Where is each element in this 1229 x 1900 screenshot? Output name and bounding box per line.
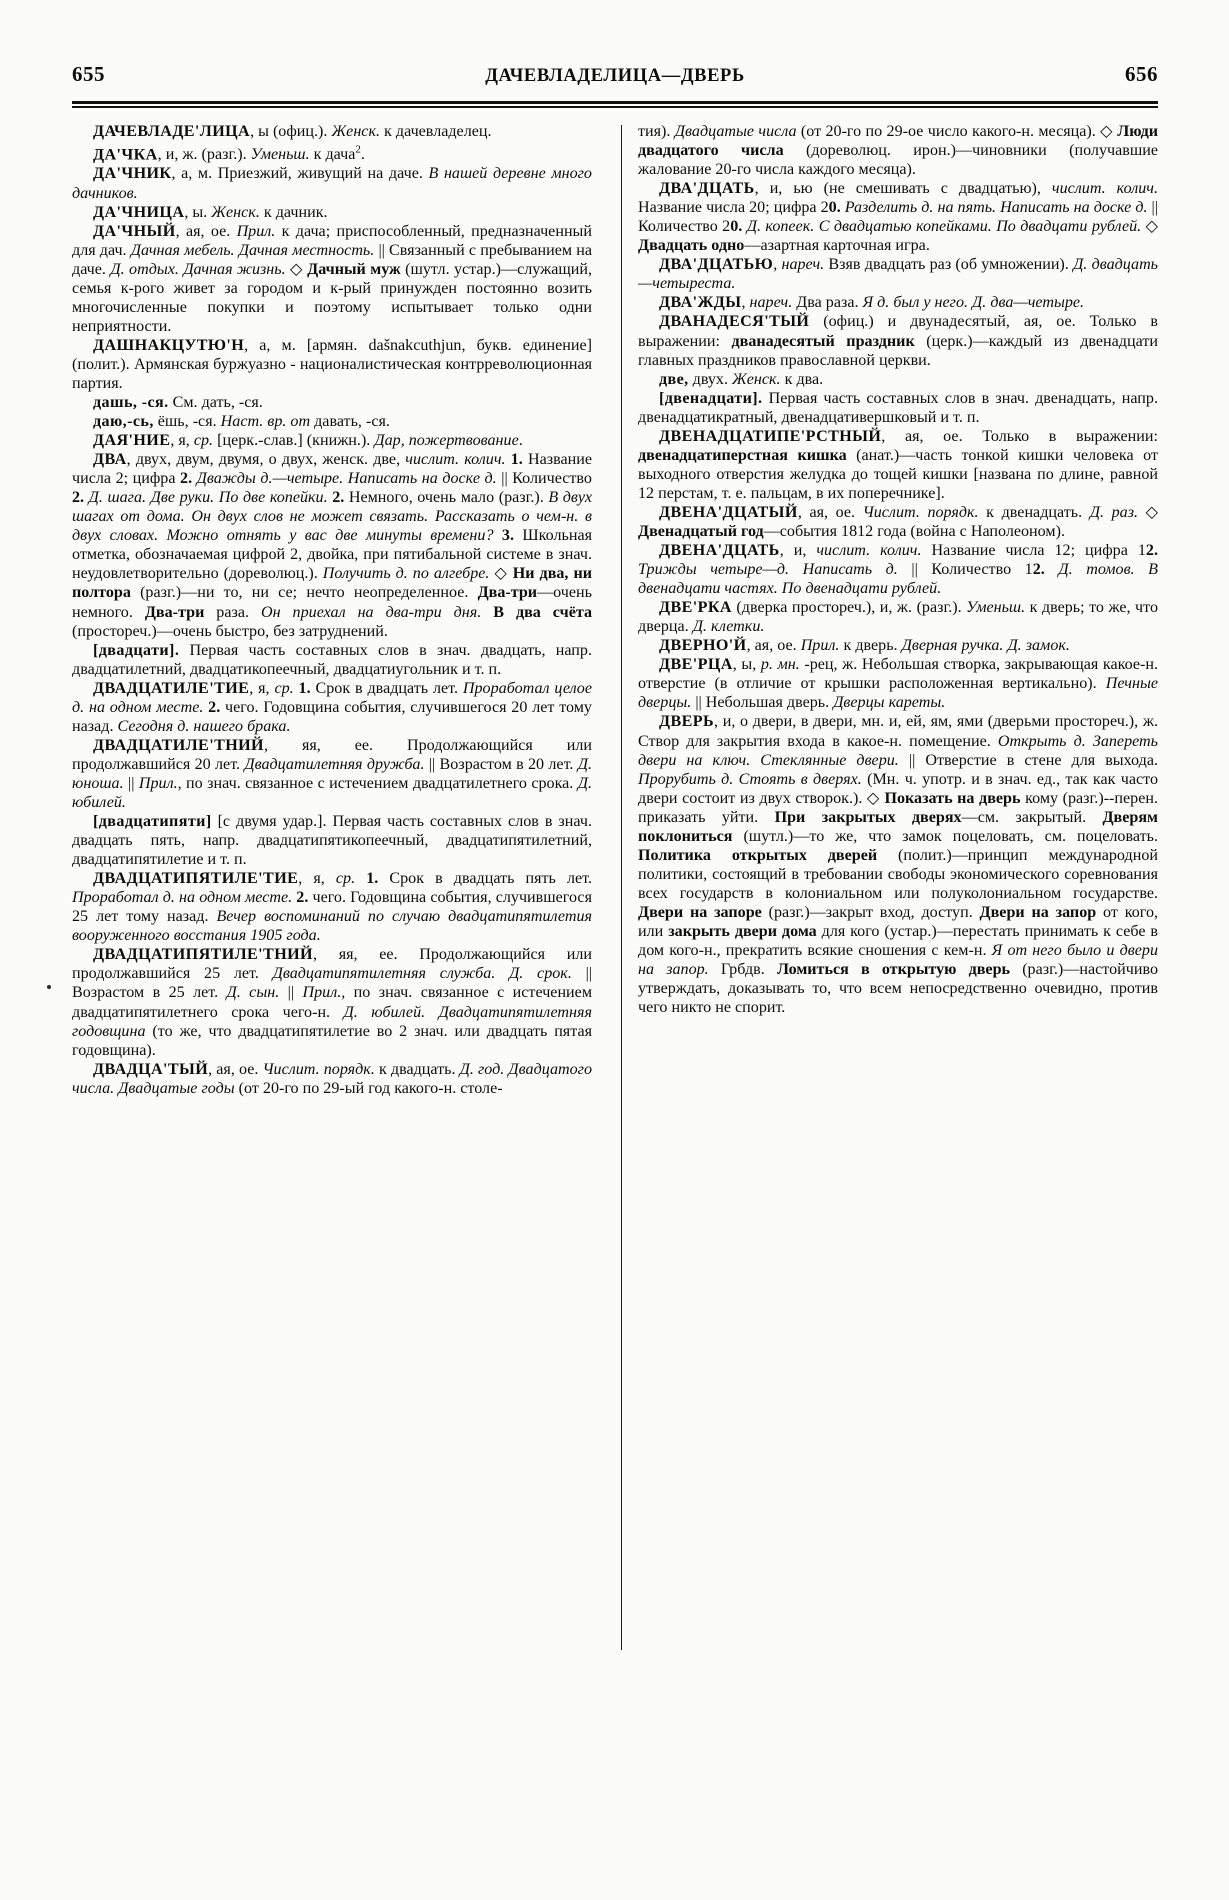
dictionary-entry (72, 736, 592, 812)
entry-headword: ДВЕНА'ДЦАТЬ (659, 542, 780, 560)
entry-definition: , ая, ое. Числит. порядк. к двенадцать. Д. раз. ◇ Двенадцатый год—события 1812 года (война с Наполеоном). (638, 503, 1159, 540)
running-title: ДАЧЕВЛАДЕЛИЦА—ДВЕРЬ (485, 66, 745, 86)
dictionary-entry (638, 370, 1158, 389)
entry-definition: , яя, ее. Продолжающийся или продолжавшийся 25 лет. Двадцатипятилетняя служба. Д. срок. || Возрастом в 25 лет. Д. сын. || Прил., по знач. связанное с истечением двадцатипятилетнего срока чего-н. Д. юбилей. Двадцатипятилетняя годовщина (то же, что двадцатипятилетие во 2 знач. или двадцать пятая годовщина). (72, 946, 593, 1059)
entry-definition: , двух, двум, двумя, о двух, женск. две, числит. колич. 1. Название числа 2; цифра 2. Дважды д.—четыре. Написать на доске д. || Количество 2. Д. шага. Две руки. По две копейки. 2. Немного, очень мало (разг.). В двух шагах от дома. Он двух слов не может связать. Рассказать о чем-н. в двух словах. Можно отнять у вас две минуты времени? 3. Школьная отметка, обозначаемая цифрой 2, двойка, при пятибальной системе в знач. неудовлетворительно (дореволюц.). Получить д. по алгебре. ◇ Ни два, ни полтора (разг.)—ни то, ни се; нечто неопределенное. Два-три—очень немного. Два-три раза. Он приехал на два-три дня. В два счёта (простореч.)—очень быстро, без затруднений. (72, 451, 593, 640)
dictionary-entry (638, 427, 1158, 503)
entry-definition: (дверка простореч.), и, ж. (разг.). Уменьш. к дверь; то же, что дверца. Д. клетки. (638, 599, 1158, 636)
entry-headword: ДА'ЧКА (93, 146, 158, 164)
dictionary-entry (638, 541, 1158, 598)
entry-headword: ДВА (93, 451, 127, 469)
dictionary-entry (72, 164, 592, 202)
entry-headword: ДВАДЦАТИЛЕ'ТИЕ (93, 679, 250, 697)
entry-definition: , и, о двери, в двери, мн. и, ей, ям, ями (дверьми простореч.), ж. Створ для закрытия входа в какое-н. помещение. Открыть д. Запереть двери на ключ. Стеклянные двери. || Отверстие в стене для выхода. Прорубить д. Стоять в дверях. (Мн. ч. употр. и в знач. ед., так как часто двери состоит из двух створок.). ◇ Показать на дверь кому (разг.)--перен. приказать уйти. При закрытых дверях—см. закрытый. Дверям поклониться (шутл.)—то же, что замок поцеловать, см. поцеловать. Политика открытых дверей (полит.)—принцип международной политики, состоящий в требовании свободы экономического соревнования всех государств в колониальном или полуколониальном государстве. Двери на запоре (разг.)—закрыт вход, доступ. Двери на запор от кого, или закрыть двери дома для кого (устар.)—перестать принимать к себе в дом кого-н., прекратить всякие сношения с кем-н. Я от него было и двери на запор. Грбдв. Ломиться в открытую дверь (разг.)—настойчиво утверждать, доказывать то, что всем непосредственно очевидно, против чего никто не спорит. (638, 713, 1159, 1017)
dictionary-entry (638, 636, 1158, 655)
dictionary-entry (638, 598, 1158, 636)
entry-definition: , яя, ее. Продолжающийся или продолжавшийся 20 лет. Двадцатилетняя дружба. || Возрастом в 20 лет. Д. юноша. || Прил., по знач. связанное с истечением двадцатилетнего срока. Д. юбилей. (72, 736, 592, 811)
scan-artifact-dot (47, 985, 51, 989)
entry-headword: ДА'ЧНИЦА (93, 203, 185, 221)
dictionary-entry (638, 293, 1158, 312)
dictionary-entry (72, 431, 592, 450)
entry-definition: , и, ж. (разг.). Уменьш. к дача$^2$. (157, 144, 365, 164)
entry-definition: , ая, ое. Только в выражении: двенадцатиперстная кишка (анат.)—часть тонкой кишки человека от выходного отверстия желудка до тощей кишки [названа по длине, равной 12 перстам, т. е. пальцам, в их поперечнике]. (638, 427, 1158, 502)
dictionary-entry (638, 712, 1158, 1017)
dictionary-entry (72, 945, 592, 1059)
entry-definition: [с двумя удар.]. Первая часть составных слов в знач. двадцать пять, напр. двадцатипятикопеечный, двадцатипятилетний, двадцатипятилетие и т. п. (72, 813, 592, 869)
entry-definition: тия). Двадцатые числа (от 20-го по 29-ое число какого-н. месяца). ◇ Люди двадцатого числа (дореволюц. ирон.)—чиновники (получавшие жалование 20-го числа каждого месяца). (638, 123, 1158, 179)
entry-headword: [двадцатипяти] (93, 813, 212, 831)
entry-definition: , я, ср. [церк.-слав.] (книжн.). Дар, пожертвование. (170, 432, 523, 450)
entry-definition: , нареч. Два раза. Я д. был у него. Д. два—четыре. (741, 294, 1085, 312)
two-column-body (72, 122, 1158, 1802)
entry-definition: , а, м. [армян. dašnakcuthjun, букв. единение] (полит.). Армянская буржуазно - националистическая контрреволюционная партия. (72, 336, 592, 392)
entry-definition: Первая часть составных слов в знач. двадцать, напр. двадцатилетний, двадцатикопеечный, двадцатиугольник и т. п. (72, 641, 592, 678)
entry-definition: , нареч. Взяв двадцать раз (об умножении). Д. двадцать—четыреста. (638, 256, 1159, 293)
rule-thin (72, 106, 1158, 108)
dictionary-entry (72, 450, 592, 640)
entry-definition: , и, ью (не смешивать с двадцатью), числит. колич. Название числа 20; цифра 20. Разделить д. на пять. Написать на доске д. || Количество 20. Д. копеек. С двадцатью копейками. По двадцати рублей. ◇ Двадцать одно—азартная карточная игра. (638, 180, 1159, 255)
entry-definition: См. дать, -ся. (168, 394, 263, 412)
dictionary-entry (72, 141, 592, 164)
dictionary-entry (72, 203, 592, 222)
entry-headword: ДВЕНАДЦАТИПЕ'РСТНЫЙ (659, 427, 882, 445)
entry-headword: ДАШНАКЦУТЮ'Н (93, 336, 245, 354)
entry-headword: ДВАНАДЕСЯ'ТЫЙ (659, 313, 810, 331)
entry-headword: ДВЕ'РЦА (659, 656, 733, 674)
right-column (638, 122, 1158, 1802)
header-rule (72, 101, 1158, 108)
entry-headword: даю,-сь, (93, 413, 154, 431)
dictionary-entry (638, 122, 1158, 179)
entry-definition: , ы (офиц.). Женск. к дачевладелец. (250, 123, 492, 140)
entry-headword: ДВА'ДЦАТЬЮ (659, 256, 774, 274)
entry-headword: две, (659, 370, 689, 388)
entry-definition: (офиц.) и двунадесятый, ая, ое. Только в выражении: дванадесятый праздник (церк.)—каждый из двенадцати главных праздников православной церкви. (638, 313, 1158, 369)
dictionary-entry (638, 503, 1158, 541)
entry-headword: ДА'ЧНЫЙ (93, 222, 176, 240)
entry-headword: ДВАДЦАТИЛЕ'ТНИЙ (93, 736, 264, 754)
entry-headword: ДВАДЦА'ТЫЙ (93, 1060, 209, 1078)
entry-headword: ДВА'ЖДЫ (659, 294, 742, 312)
dictionary-entry (72, 679, 592, 736)
entry-definition: , ая, ое. Числит. порядк. к двадцать. Д. год. Двадцатого числа. Двадцатые годы (от 20-го по 29-ый год какого-н. столе- (72, 1060, 592, 1097)
dictionary-entry (638, 389, 1158, 427)
entry-definition: , а, м. Приезжий, живущий на даче. В нашей деревне много дачников. (72, 165, 592, 202)
page-header (72, 62, 1158, 96)
entry-headword: [двадцати]. (93, 641, 180, 659)
dictionary-entry (72, 869, 592, 945)
dictionary-entry (72, 393, 592, 412)
entry-headword: дашь, -ся. (93, 394, 169, 412)
dictionary-entry (72, 641, 592, 679)
entry-headword: ДАЯ'НИЕ (93, 432, 171, 450)
dictionary-entry (72, 222, 592, 336)
entry-definition: , я, ср. 1. Срок в двадцать пять лет. Проработал д. на одном месте. 2. чего. Годовщина события, случившегося 25 лет тому назад. Вечер воспоминаний по случаю двадцатипятилетия вооруженного восстания 1905 года. (72, 870, 593, 945)
left-column (72, 122, 605, 1802)
entry-definition: , ы. Женск. к дачник. (184, 203, 328, 221)
dictionary-entry (72, 122, 592, 141)
entry-headword: ДВАДЦАТИПЯТИЛЕ'ТНИЙ (93, 946, 313, 964)
entry-definition: , ы, р. мн. -рец, ж. Небольшая створка, закрывающая какое-н. отверстие (в отличие от крышки расположенная вертикально). Печные дверцы. || Небольшая дверь. Дверцы кареты. (638, 656, 1158, 712)
entry-headword: ДВАДЦАТИПЯТИЛЕ'ТИЕ (93, 870, 299, 888)
entry-definition: , ая, ое. Прил. к дача; приспособленный, предназначенный для дач. Дачная мебель. Дачная местность. || Связанный с пребыванием на даче. Д. отдых. Дачная жизнь. ◇ Дачный муж (шутл. устар.)—служащий, семья к-рого живет за городом и к-рый принужден постоянно возить многочисленные покупки и поэтому испытывает только одни неприятности. (72, 222, 592, 335)
dictionary-entry (638, 179, 1158, 255)
superscript: 2 (355, 144, 361, 157)
dictionary-entry (72, 412, 592, 431)
entry-headword: ДВА'ДЦАТЬ (659, 180, 755, 198)
entry-definition: двух. Женск. к два. (688, 370, 824, 388)
dictionary-entry (72, 1060, 592, 1098)
entry-definition: , ая, ое. Прил. к дверь. Дверная ручка. Д. замок. (746, 637, 1070, 655)
entry-definition: ёшь, -ся. Наст. вр. от давать, -ся. (153, 413, 390, 431)
entry-headword: ДВЕ'РКА (659, 599, 732, 617)
dictionary-entry (638, 255, 1158, 293)
dictionary-entry (72, 812, 592, 869)
dictionary-entry (638, 312, 1158, 369)
entry-definition: Первая часть составных слов в знач. двенадцать, напр. двенадцатикратный, двенадцативершковый и т. п. (638, 389, 1158, 426)
entry-headword: ДВЕРЬ (659, 713, 715, 731)
folio-left: 655 (72, 62, 105, 86)
entry-headword: [двенадцати]. (659, 389, 763, 407)
entry-headword: ДАЧЕВЛАДЕ'ЛИЦА (93, 123, 251, 140)
entry-definition: , я, ср. 1. Срок в двадцать лет. Проработал целое д. на одном месте. 2. чего. Годовщина события, случившегося 20 лет тому назад. Сегодня д. нашего брака. (72, 679, 592, 735)
entry-headword: ДВЕНА'ДЦАТЫЙ (659, 503, 798, 521)
dictionary-entry (638, 655, 1158, 712)
column-divider (621, 125, 622, 1650)
entry-definition: , и, числит. колич. Название числа 12; цифра 12. Трижды четыре—д. Написать д. || Количество 12. Д. томов. В двенадцати частях. По двенадцати рублей. (638, 542, 1158, 598)
dictionary-entry (72, 336, 592, 393)
entry-headword: ДВЕРНО'Й (659, 637, 747, 655)
folio-right: 656 (1125, 62, 1158, 86)
entry-headword: ДА'ЧНИК (93, 165, 172, 183)
